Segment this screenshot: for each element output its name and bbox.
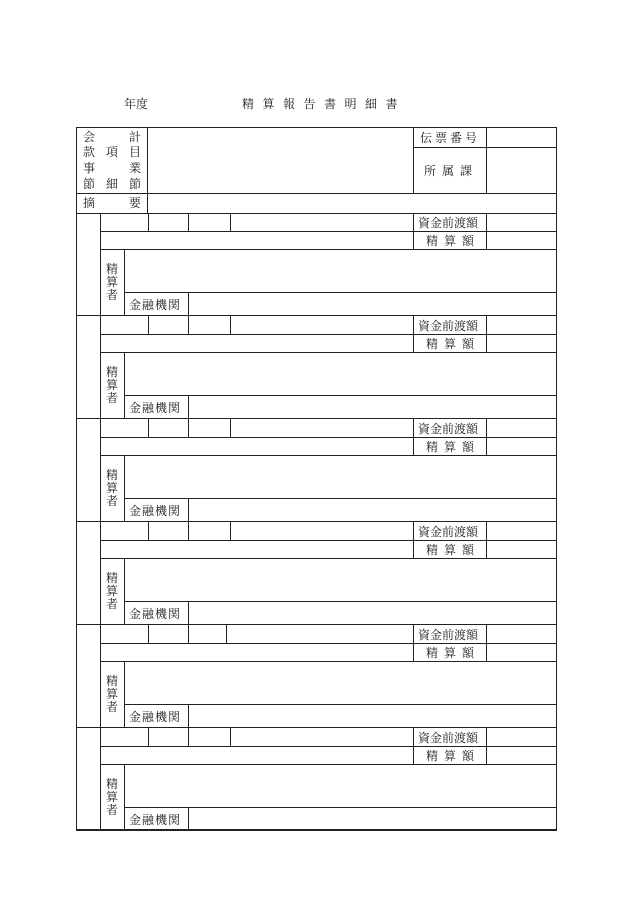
- entry-cell-field[interactable]: [149, 420, 187, 436]
- settler-field[interactable]: [125, 765, 556, 806]
- bank-field[interactable]: [189, 293, 556, 314]
- kanmoku-char: 目: [128, 145, 141, 159]
- settlement-amount-field[interactable]: [487, 232, 556, 248]
- entry-index-field[interactable]: [77, 729, 99, 829]
- summary-field[interactable]: [148, 194, 556, 212]
- advance-amount-label: 資金前渡額: [418, 422, 479, 436]
- bank-label: 金融機関: [129, 298, 182, 312]
- entry-detail-field[interactable]: [101, 335, 412, 351]
- settler-field[interactable]: [125, 662, 556, 703]
- bank-label: 金融機関: [129, 401, 182, 415]
- entry-detail-field[interactable]: [101, 541, 412, 557]
- advance-amount-field[interactable]: [487, 729, 556, 745]
- settlement-amount-field[interactable]: [487, 747, 556, 763]
- bank-label: 金融機関: [129, 607, 182, 621]
- advance-amount-field[interactable]: [487, 317, 556, 333]
- entry-cell-field[interactable]: [149, 729, 187, 745]
- settlement-amount-label: 精算額: [426, 440, 481, 454]
- settlement-amount-label: 精算額: [426, 646, 481, 660]
- setsu-char: 細: [105, 177, 118, 191]
- entry-index-field[interactable]: [77, 420, 99, 520]
- settlement-amount-label: 精算額: [426, 337, 481, 351]
- settlement-amount-label: 精算額: [426, 749, 481, 763]
- settler-field[interactable]: [125, 250, 556, 291]
- advance-amount-label: 資金前渡額: [418, 216, 479, 230]
- settler-field[interactable]: [125, 559, 556, 600]
- kanmoku-char: 款: [83, 145, 96, 159]
- bank-label: 金融機関: [129, 710, 182, 724]
- settlement-amount-field[interactable]: [487, 644, 556, 660]
- settler-label: 精算者: [105, 571, 118, 611]
- settler-label: 精算者: [105, 365, 118, 405]
- kaikei-char: 会: [83, 130, 96, 144]
- entry-description-field[interactable]: [227, 626, 412, 642]
- settlement-amount-field[interactable]: [487, 541, 556, 557]
- bank-field[interactable]: [189, 396, 556, 417]
- grid-line: [76, 830, 557, 831]
- entry-cell-field[interactable]: [189, 420, 229, 436]
- entry-cell-field[interactable]: [149, 317, 187, 333]
- grid-line: [413, 213, 414, 249]
- entry-cell-field[interactable]: [189, 626, 225, 642]
- advance-amount-label: 資金前渡額: [418, 731, 479, 745]
- entry-cell-field[interactable]: [101, 626, 147, 642]
- jigyo-char: 業: [128, 161, 141, 175]
- tekiyo-char: 要: [128, 196, 141, 210]
- voucher-number-field[interactable]: [487, 128, 556, 146]
- settlement-amount-label: 精算額: [426, 234, 481, 248]
- settler-label: 精算者: [105, 468, 118, 508]
- entry-description-field[interactable]: [231, 729, 412, 745]
- advance-amount-field[interactable]: [487, 626, 556, 642]
- bank-field[interactable]: [189, 808, 556, 829]
- entry-detail-field[interactable]: [101, 644, 412, 660]
- entry-cell-field[interactable]: [101, 523, 147, 539]
- advance-amount-field[interactable]: [487, 523, 556, 539]
- entry-index-field[interactable]: [77, 214, 99, 314]
- entry-cell-field[interactable]: [149, 523, 187, 539]
- entry-cell-field[interactable]: [189, 729, 229, 745]
- entry-cell-field[interactable]: [189, 214, 229, 230]
- entry-index-field[interactable]: [77, 317, 99, 417]
- bank-label: 金融機関: [129, 504, 182, 518]
- settlement-amount-field[interactable]: [487, 335, 556, 351]
- entry-description-field[interactable]: [231, 214, 412, 230]
- grid-line: [413, 316, 414, 352]
- advance-amount-field[interactable]: [487, 420, 556, 436]
- form-title: 精算報告書明細書: [242, 97, 407, 111]
- tekiyo-label: [83, 196, 141, 210]
- tekiyo-char: 摘: [83, 196, 96, 210]
- bank-label: 金融機関: [129, 813, 182, 827]
- entry-index-field[interactable]: [77, 523, 99, 623]
- entry-cell-field[interactable]: [189, 317, 229, 333]
- bank-field[interactable]: [189, 602, 556, 623]
- settler-label: 精算者: [105, 262, 118, 302]
- entry-cell-field[interactable]: [149, 626, 187, 642]
- settler-label: 精算者: [105, 674, 118, 714]
- advance-amount-label: 資金前渡額: [418, 628, 479, 642]
- entry-cell-field[interactable]: [101, 420, 147, 436]
- entry-description-field[interactable]: [231, 420, 412, 436]
- account-field[interactable]: [148, 128, 412, 192]
- entry-cell-field[interactable]: [149, 214, 187, 230]
- grid-line: [413, 728, 414, 764]
- entry-detail-field[interactable]: [101, 747, 412, 763]
- shozoku-label: 所属課: [424, 164, 479, 178]
- entry-cell-field[interactable]: [101, 317, 147, 333]
- setsu-char: 節: [83, 177, 96, 191]
- entry-description-field[interactable]: [231, 317, 412, 333]
- advance-amount-field[interactable]: [487, 214, 556, 230]
- settler-label: 精算者: [105, 777, 118, 817]
- advance-amount-label: 資金前渡額: [418, 319, 479, 333]
- entry-index-field[interactable]: [77, 626, 99, 726]
- grid-line: [413, 625, 414, 661]
- settler-field[interactable]: [125, 353, 556, 394]
- grid-line: [413, 127, 414, 193]
- kaikei-label: [83, 130, 141, 144]
- department-field[interactable]: [487, 148, 556, 192]
- entry-description-field[interactable]: [231, 523, 412, 539]
- advance-amount-label: 資金前渡額: [418, 525, 479, 539]
- entry-cell-field[interactable]: [101, 214, 147, 230]
- kanmoku-label: [83, 145, 141, 159]
- kanmoku-char: 項: [105, 145, 118, 159]
- settlement-amount-field[interactable]: [487, 438, 556, 454]
- jigyo-char: 事: [83, 161, 96, 175]
- entry-detail-field[interactable]: [101, 438, 412, 454]
- bank-field[interactable]: [189, 499, 556, 520]
- kaikei-char: 計: [128, 130, 141, 144]
- setsu-char: 節: [128, 177, 141, 191]
- entry-detail-field[interactable]: [101, 232, 412, 248]
- setsu-label: [83, 177, 141, 191]
- entry-cell-field[interactable]: [189, 523, 229, 539]
- bank-field[interactable]: [189, 705, 556, 726]
- settler-field[interactable]: [125, 456, 556, 497]
- grid-line: [413, 419, 414, 455]
- year-label: 年度: [124, 97, 149, 111]
- settlement-amount-label: 精算額: [426, 543, 481, 557]
- grid-line: [413, 522, 414, 558]
- denpyo-label: 伝票番号: [420, 131, 481, 145]
- entry-cell-field[interactable]: [101, 729, 147, 745]
- jigyo-label: [83, 161, 141, 175]
